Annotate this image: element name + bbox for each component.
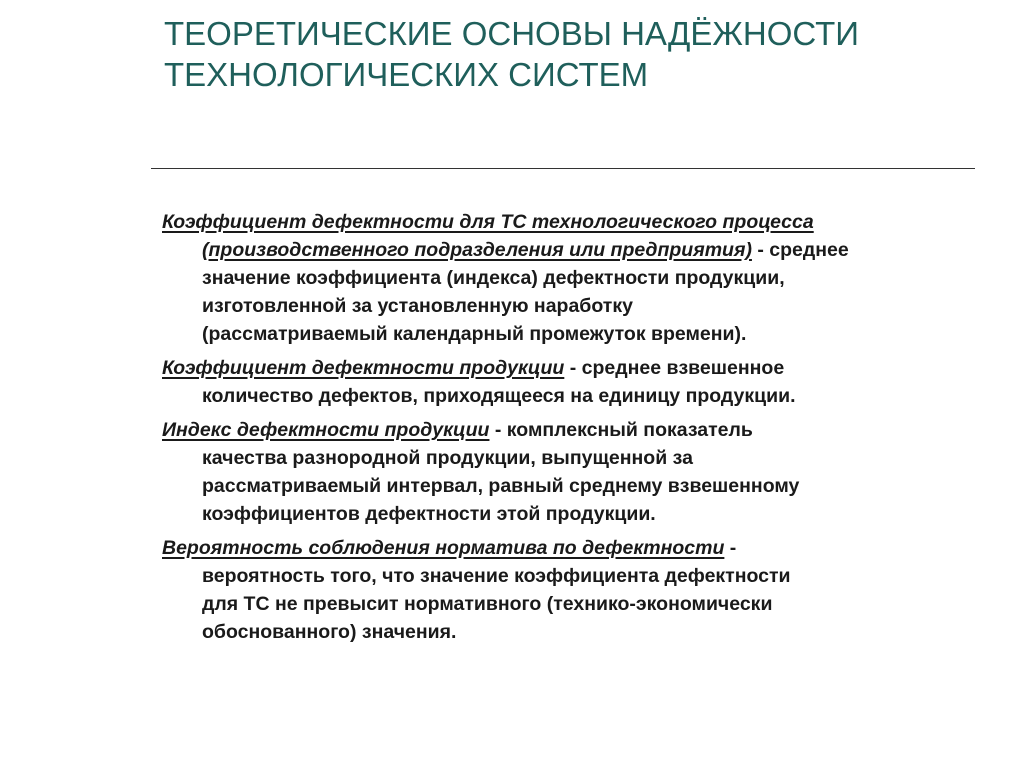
definition-text: количество дефектов, приходящееся на единицу продукции. xyxy=(202,385,796,407)
definition-text: значение коэффициента (индекса) дефектности продукции, xyxy=(202,267,785,289)
definition-text: качества разнородной продукции, выпущенной за xyxy=(202,447,693,469)
definition-text: - среднее xyxy=(751,239,849,261)
definition-text: - xyxy=(724,537,737,559)
definition-line xyxy=(162,236,982,264)
definition-item-process-defect-coefficient xyxy=(162,208,982,348)
title-divider xyxy=(151,168,975,169)
definition-term: (производственного подразделения или предприятия) xyxy=(202,239,752,261)
definition-term: Коэффициент дефектности продукции xyxy=(162,357,565,379)
definition-term: Индекс дефектности продукции xyxy=(162,419,490,441)
definition-text: коэффициентов дефектности этой продукции. xyxy=(202,503,656,525)
definition-item-norm-compliance-probability xyxy=(162,534,982,646)
definition-line xyxy=(162,534,982,562)
slide-title-line-2: ТЕХНОЛОГИЧЕСКИХ СИСТЕМ xyxy=(164,56,649,93)
definition-item-product-defect-index xyxy=(162,416,982,528)
definition-line xyxy=(162,416,982,444)
definition-text: вероятность того, что значение коэффициента дефектности xyxy=(202,565,791,587)
definition-line xyxy=(162,208,982,236)
definition-text: (рассматриваемый календарный промежуток времени). xyxy=(202,323,747,345)
definition-text: - среднее взвешенное xyxy=(564,357,785,379)
definition-text: - комплексный показатель xyxy=(489,419,753,441)
definitions-list xyxy=(162,208,982,652)
slide-title xyxy=(164,13,964,95)
definition-text: изготовленной за установленную наработку xyxy=(202,295,633,317)
definition-item-product-defect-coefficient xyxy=(162,354,982,410)
definition-text: обоснованного) значения. xyxy=(202,621,457,643)
definition-term: Вероятность соблюдения норматива по дефектности xyxy=(162,537,725,559)
definition-term: Коэффициент дефектности для ТС технологического процесса xyxy=(162,211,814,233)
slide-title-line-1: ТЕОРЕТИЧЕСКИЕ ОСНОВЫ НАДЁЖНОСТИ xyxy=(164,15,859,52)
definition-text: для ТС не превысит нормативного (технико-экономически xyxy=(202,593,773,615)
definition-text: рассматриваемый интервал, равный среднему взвешенному xyxy=(202,475,800,497)
definition-line xyxy=(162,354,982,382)
